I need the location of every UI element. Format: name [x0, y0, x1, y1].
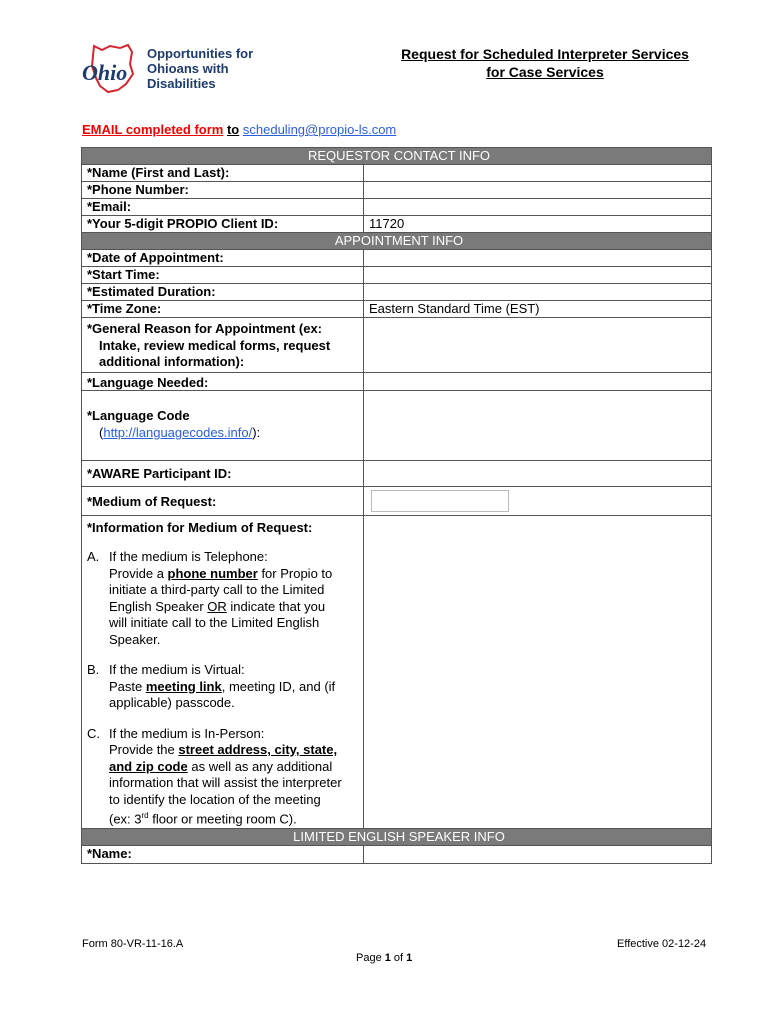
email-instruction	[82, 122, 396, 137]
label-aware-id: *AWARE Participant ID:	[82, 461, 364, 487]
input-start-time[interactable]	[364, 267, 712, 284]
text-span: as well as any additional	[187, 758, 333, 774]
medium-cell	[364, 487, 712, 516]
item-line: to identify the location of the meeting	[109, 791, 321, 807]
text-span: rd	[141, 811, 149, 820]
text-span: and zip code	[109, 758, 188, 774]
title-line-2: for Case Services	[486, 64, 604, 80]
page-current: 1	[384, 952, 391, 964]
page-total: 1	[406, 952, 413, 964]
item-line: information that will assist the interpreter	[109, 775, 342, 790]
text-span: meeting link	[145, 678, 222, 694]
text-span: for Propio to	[257, 565, 333, 581]
reason-line-3: additional information):	[99, 354, 245, 369]
label-time-zone: *Time Zone:	[82, 301, 364, 318]
label-language-code	[82, 391, 364, 461]
item-line	[109, 679, 335, 696]
text-span: Provide the	[109, 742, 179, 757]
label-reason	[82, 318, 364, 373]
label-duration: *Estimated Duration:	[82, 284, 364, 301]
item-line: initiate a third-party call to the Limited	[109, 582, 325, 597]
lang-code-link-wrap: (http://languagecodes.info/):	[99, 425, 261, 440]
label-medium-info: *Information for Medium of Request:	[87, 520, 313, 535]
item-line	[109, 742, 342, 759]
text-span: OR	[207, 598, 227, 614]
item-line	[109, 759, 342, 776]
input-phone[interactable]	[364, 182, 712, 199]
item-key: C.	[87, 725, 100, 741]
label-phone: *Phone Number:	[82, 182, 364, 199]
input-duration[interactable]	[364, 284, 712, 301]
item-key: B.	[87, 662, 100, 677]
input-date[interactable]	[364, 250, 712, 267]
org-line-1: Opportunities for	[147, 46, 254, 61]
label-language: *Language Needed:	[82, 373, 364, 391]
page-number	[356, 952, 412, 964]
label-email: *Email:	[82, 199, 364, 216]
medium-info-cell	[82, 516, 364, 829]
logo-ohio-text: Ohio	[82, 60, 128, 85]
input-language[interactable]	[364, 373, 712, 391]
medium-select[interactable]	[371, 490, 509, 512]
text-span: , meeting ID, and (if	[221, 678, 336, 694]
agency-logo	[80, 40, 280, 100]
item-line: If the medium is Virtual:	[109, 662, 245, 677]
input-time-zone[interactable]: Eastern Standard Time (EST)	[364, 301, 712, 318]
item-line	[109, 566, 332, 583]
reason-line-1: *General Reason for Appointment (ex:	[87, 321, 322, 336]
item-line: If the medium is In-Person:	[109, 725, 265, 741]
label-les-name: *Name:	[82, 845, 364, 863]
org-name	[147, 46, 253, 91]
text-span: (ex: 3	[109, 811, 142, 827]
medium-instructions	[87, 549, 363, 828]
input-language-code[interactable]	[364, 391, 712, 461]
label-client-id: *Your 5-digit PROPIO Client ID:	[82, 216, 364, 233]
item-key: A.	[87, 549, 100, 564]
input-email[interactable]	[364, 199, 712, 216]
email-label: EMAIL completed form	[82, 122, 224, 137]
text-span: Provide a	[109, 565, 168, 581]
text-span: floor or meeting room C).	[148, 811, 297, 827]
section-appointment-header: APPOINTMENT INFO	[82, 233, 712, 250]
item-line: applicable) passcode.	[109, 695, 235, 710]
label-name: *Name (First and Last):	[82, 165, 364, 182]
email-to: to	[226, 122, 240, 137]
form-title	[360, 45, 730, 81]
reason-line-2: Intake, review medical forms, request	[99, 337, 331, 353]
item-line: Speaker.	[109, 631, 161, 647]
item-text	[109, 726, 342, 828]
input-reason[interactable]	[364, 318, 712, 373]
text-span: English Speaker	[109, 598, 208, 614]
effective-date: Effective 02-12-24	[617, 938, 707, 950]
text-span: street address, city, state,	[178, 742, 338, 757]
list-item	[87, 726, 363, 828]
list-item	[87, 662, 363, 712]
item-text	[109, 662, 335, 712]
email-address-link[interactable]: scheduling@propio-ls.com	[242, 122, 397, 137]
page-text: Page	[356, 952, 385, 964]
lang-code-text: *Language Code	[87, 408, 190, 423]
label-medium: *Medium of Request:	[82, 487, 364, 516]
org-line-2: Ohioans with	[147, 61, 229, 76]
list-item	[87, 549, 363, 648]
input-medium-info[interactable]	[364, 516, 712, 829]
item-line: will initiate call to the Limited English	[109, 615, 320, 630]
item-text	[109, 549, 332, 648]
language-codes-link[interactable]: http://languagecodes.info/	[103, 425, 253, 440]
text-span: Paste	[109, 678, 146, 694]
text-span: phone number	[167, 565, 258, 581]
item-line	[109, 808, 342, 828]
title-line-1: Request for Scheduled Interpreter Services	[401, 46, 689, 62]
request-form-table	[81, 147, 712, 864]
section-requestor-header: REQUESTOR CONTACT INFO	[82, 148, 712, 165]
org-line-3: Disabilities	[147, 76, 216, 91]
ohio-state-outline-icon	[80, 40, 146, 96]
input-les-name[interactable]	[364, 845, 712, 863]
item-line	[109, 599, 332, 616]
label-start-time: *Start Time:	[82, 267, 364, 284]
input-name[interactable]	[364, 165, 712, 182]
label-date: *Date of Appointment:	[82, 250, 364, 267]
section-les-header: LIMITED ENGLISH SPEAKER INFO	[82, 828, 712, 845]
input-client-id[interactable]: 11720	[364, 216, 712, 233]
item-line: If the medium is Telephone:	[109, 549, 268, 564]
text-span: indicate that you	[226, 598, 326, 614]
form-number: Form 80-VR-11-16.A	[82, 938, 184, 950]
input-aware-id[interactable]	[364, 461, 712, 487]
page-text: of	[390, 952, 407, 964]
